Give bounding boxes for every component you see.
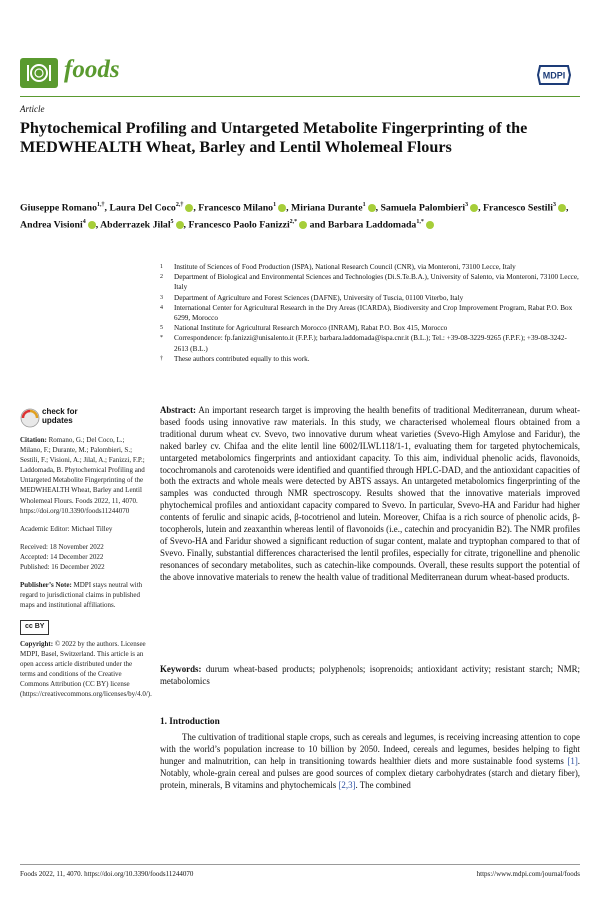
mdpi-logo-text: MDPI [542,70,566,81]
affiliation-list [160,262,580,364]
citation-link-2[interactable]: [2,3] [338,779,356,790]
author-name: Andrea Visioni [20,219,83,231]
affiliation-item [160,272,580,292]
orcid-icon[interactable] [278,204,286,212]
journal-name: foods [64,56,120,83]
affiliation-item [160,323,580,333]
affiliation-item [160,354,580,364]
copyright-text: © 2022 by the authors. Licensee MDPI, Basel, Switzerland. This article is an open access article distributed under the terms and conditions of the Creative Commons Attribution (CC BY) license (https://creativecommons.org/licenses/by/4.0/). [20,639,152,698]
orcid-icon[interactable] [470,204,478,212]
affiliation-number: † [160,355,163,362]
citation-block [20,435,148,516]
author-affiliation-mark: 1 [362,202,366,208]
affiliation-item [160,262,580,272]
affiliation-item [160,303,580,323]
affiliation-item [160,293,580,303]
affiliation-number: 4 [160,304,163,311]
author-name: Samuela Palombieri [380,202,466,214]
footer-journal-url[interactable]: https://www.mdpi.com/journal/foods [476,870,580,878]
keywords-label: Keywords: [160,664,202,674]
publisher-note-text: MDPI stays neutral with regard to jurisdictional claims in published maps and institutional affiliations. [20,581,143,610]
copyright-label: Copyright: [20,639,54,648]
author-name: Giuseppe Romano [20,202,98,214]
author-name: Abderrazek Jilal [100,219,171,231]
cc-by-icon[interactable]: cc BY [20,620,49,634]
footer-divider [20,864,580,865]
orcid-icon[interactable] [176,221,184,229]
publisher-note-label: Publisher’s Note: [20,581,72,590]
intro-text-1: The cultivation of traditional staple crops, such as cereals and legumes, is receiving increasing attention to cope with the world’s population increase to 10 billion by 2050. Indeed, cereals and legumes, besides helping to fight hunger and malnutrition, can help in transitioning towards healthier diets and more sustainable food systems [160,732,580,766]
orcid-icon[interactable] [185,204,193,212]
author-name: Francesco Paolo Fanizzi [188,219,290,231]
orcid-icon[interactable] [558,204,566,212]
plate-cutlery-icon [24,62,54,84]
check-for-updates-line2: updates [42,416,73,425]
accepted-date: Accepted: 14 December 2022 [20,552,104,561]
published-date: Published: 16 December 2022 [20,563,105,572]
check-for-updates-label [42,407,78,425]
affiliation-text: These authors contributed equally to this work. [174,354,310,363]
intro-text-2: . Notably, whole-grain cereal and pulses are good sources of complex dietary carbohydrates (starch and dietary fiber), protein, minerals, B vitamins and phytochemicals [160,755,580,790]
author-affiliation-mark: 1,† [97,202,105,208]
affiliation-number: 5 [160,325,163,332]
author-name: Francesco Sestili [483,202,553,214]
mdpi-logo[interactable] [536,64,572,86]
footer-citation[interactable]: Foods 2022, 11, 4070. https://doi.org/10.3390/foods11244070 [20,870,194,878]
affiliation-text: International Center for Agricultural Research in the Dry Areas (ICARDA), Biodiversity and Crop Improvement Program, Rabat P.O. Box 6299, Morocco [174,303,573,323]
journal-logo [20,58,58,88]
author-affiliation-mark: 5 [170,219,174,226]
keywords [160,664,580,688]
check-for-updates-line1: check for [42,407,78,416]
abstract-text: An important research target is improving the health benefits of traditional Mediterranean, durum wheat-based foods using innovative raw materials. In this study, we characterised wholemeal flours obtained from a traditional durum wheat cv. Svevo, two innovative durum wheat varieties (Svevo-High Amylose and Faridur), the naked barley cv. Chifaa and the elite lentil line 6002/ILWL118/1-1, evaluating them for targeted phytochemicals, untargeted metabolomics fingerprints and antioxidant capacity. To this aim, individual phenolic acids, flavonoids, tocochromanols and carotenoids were identified and quantified through HPLC-DAD, and the antioxidant capacities of both the extracts and whole meals were detected by ABTS assays. An untargeted metabolomics fingerprinting of the samples was conducted through NMR spectroscopy. Results showed that the innovative materials improved phytochemical profiles and antioxidant capacity compared to Svevo. In particular, Svevo-HA and Faridur had higher contents of ferulic and sinapic acids, β-tocotrienol and lutein. Moreover, Chifaa is a rich source of phenolic acids, β-tocopherols, lutein and zeaxanthin whereas lentil of flavonoids (i.e., catechin and procyanidin B2). The NMR profiles of Svevo-HA and Faridur showed a significant reduction of sugar content, malate and tryptophan compared to that of Svevo. Finally, substantial differences characterised the lentil profiles, especially for citrate, trigonelline and phenolic resonances of secondary metabolites, such as catechin-like compounds. Overall, these results support the potential of the above innovative materials to renew the health value of traditional Mediterranean durum wheat-based products. [160,405,580,582]
author-name: Barbara Laddomada [327,219,417,231]
author-affiliation-mark: 1 [273,202,277,208]
section-heading-introduction: 1. Introduction [160,717,220,727]
received-date: Received: 18 November 2022 [20,542,104,551]
author-affiliation-mark: 1,* [416,219,424,226]
introduction-paragraph [160,732,580,792]
author-affiliation-mark: 4 [82,219,86,226]
affiliation-text: Department of Agriculture and Forest Sciences (DAFNE), University of Tuscia, 01100 Viterbo, Italy [174,293,464,302]
author-list: Giuseppe Romano$^{1,\dagger}$, Laura Del Coco$^{2,\dagger}$ , Francesco Milano$^1$ , Miriana Durante$^1$ , Samuela Palombieri$^3$ , Francesco Sestili$^3$ , Andrea Visioni$^4$ , Abderrazek Jilal$^5$ , Francesco Paolo Fanizzi$^{2,*}$ and Barbara Laddomada$^{1,*}$ [20,202,569,231]
abstract [160,405,580,584]
citation-link-1[interactable]: [1] [567,755,578,766]
author-name: Miriana Durante [290,202,363,214]
publisher-note [20,580,148,610]
orcid-icon[interactable] [299,221,307,229]
abstract-label: Abstract: [160,405,196,415]
author-affiliation-mark: 3 [465,202,469,208]
affiliation-number: 2 [160,274,163,281]
article-type: Article [20,104,45,114]
affiliation-number: * [160,335,163,342]
affiliation-text: Department of Biological and Environmental Sciences and Technologies (Di.S.Te.B.A.), University of Salento, via Monteroni, 73100 Lecce, Italy [174,273,579,292]
author-name: Francesco Milano [198,202,274,214]
keywords-text: durum wheat-based products; polyphenols; isoprenoids; antioxidant activity; resistant starch; NMR; metabolomics [160,664,580,686]
header-divider [20,96,580,97]
affiliation-text: Correspondence: fp.fanizzi@unisalento.it (F.P.F.); barbara.laddomada@ispa.cnr.it (B.L.); Tel.: +39-08-3229-9265 (F.P.F.); +39-08-3242-2613 (B.L.) [174,334,567,353]
page-title: Phytochemical Profiling and Untargeted Metabolite Fingerprinting of the MEDWHEALTH Wheat, Barley and Lentil Wholemeal Flours [20,119,528,156]
author-affiliation-mark: 2,* [289,219,298,226]
author-affiliation-mark: 3 [552,202,556,208]
citation-text[interactable]: Romano, G.; Del Coco, L.; Milano, F.; Durante, M.; Palombieri, S.; Sestili, F.; Visioni, A.; Jilal, A.; Fanizzi, F.P.; Laddomada, B. Phytochemical Profiling and Untargeted Metabolite Fingerprinting of the MEDWHEALTH Wheat, Barley and Lentil Wholemeal Flours. Foods 2022, 11, 4070. https://doi.org/10.3390/foods11244070 [20,436,145,515]
intro-text-3: . The combined [355,779,411,790]
affiliation-item [160,333,580,353]
author-name: Laura Del Coco [109,202,176,214]
sidebar [20,435,152,699]
affiliation-number: 3 [160,294,163,301]
academic-editor: Academic Editor: Michael Tilley [20,524,113,533]
affiliation-number: 1 [160,264,163,270]
orcid-icon[interactable] [426,221,434,229]
affiliation-text: Institute of Sciences of Food Production (ISPA), National Research Council (CNR), via Monteroni, 73100 Lecce, Italy [174,263,516,271]
copyright-block [20,639,152,700]
citation-label: Citation: [20,436,47,444]
orcid-icon[interactable] [88,221,96,229]
affiliation-text: National Institute for Agricultural Research Morocco (INRAM), Rabat P.O. Box 415, Morocco [174,324,448,333]
orcid-icon[interactable] [368,204,376,212]
author-affiliation-mark: 2,† [175,202,184,208]
